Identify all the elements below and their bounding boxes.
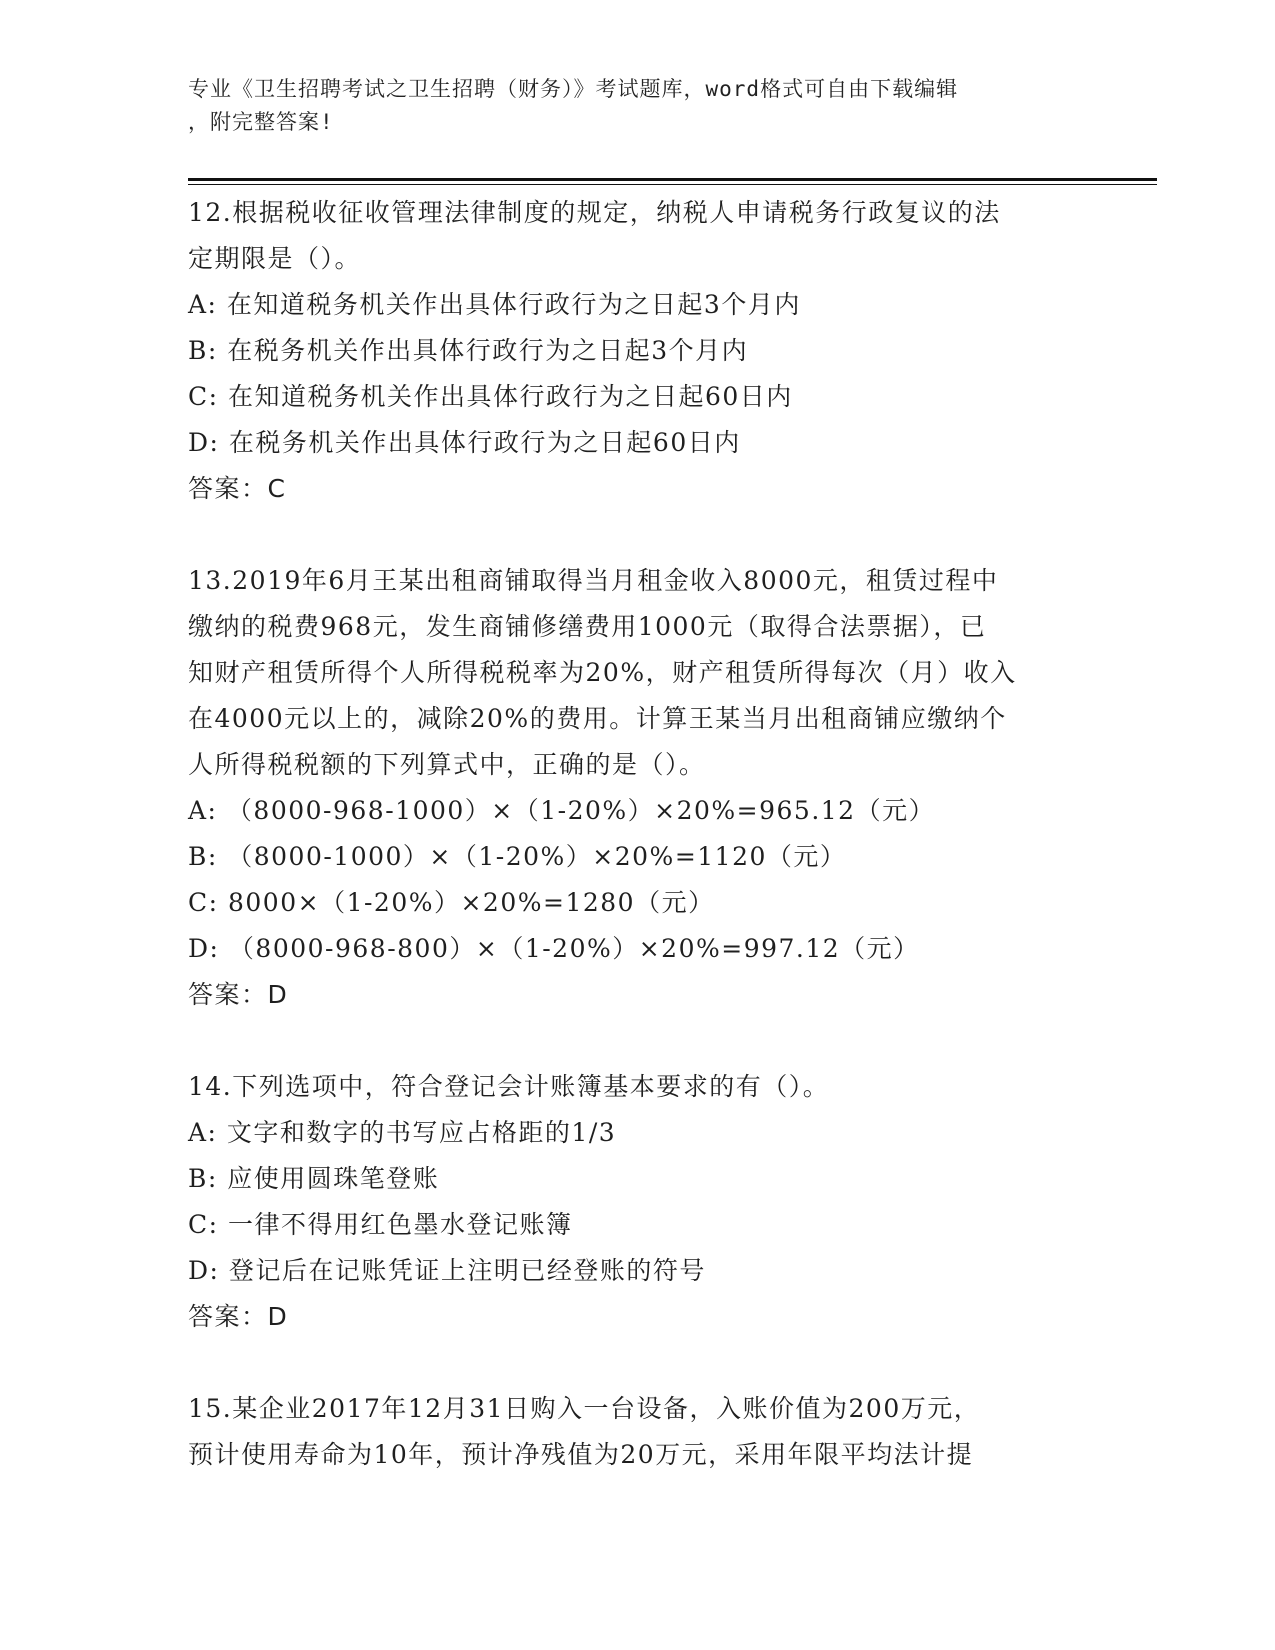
question-stem-line: 14.下列选项中，符合登记会计账簿基本要求的有（）。 <box>188 1072 830 1101</box>
question-stem-line: 知财产租赁所得个人所得税税率为20%，财产租赁所得每次（月）收入 <box>188 658 1017 687</box>
question-15 <box>188 1386 1108 1478</box>
option-c: C: 一律不得用红色墨水登记账簿 <box>188 1210 573 1239</box>
header-line-1: 专业《卫生招聘考试之卫生招聘（财务）》考试题库，word格式可自由下载编辑 <box>188 77 959 101</box>
option-d: D: 登记后在记账凭证上注明已经登账的符号 <box>188 1256 706 1285</box>
document-header <box>188 73 1068 139</box>
option-d: D: 在税务机关作出具体行政行为之日起60日内 <box>188 428 741 457</box>
option-c: C: 8000×（1-20%）×20%=1280（元） <box>188 888 715 917</box>
question-stem-line: 15.某企业2017年12月31日购入一台设备，入账价值为200万元， <box>188 1394 981 1423</box>
option-c: C: 在知道税务机关作出具体行政行为之日起60日内 <box>188 382 793 411</box>
question-list <box>188 190 1108 1478</box>
header-line-2: ，附完整答案! <box>188 110 334 134</box>
question-13 <box>188 558 1108 1018</box>
option-b: B: （8000-1000）×（1-20%）×20%=1120（元） <box>188 842 847 871</box>
option-a: A: 文字和数字的书写应占格距的1/3 <box>188 1118 617 1147</box>
option-b: B: 在税务机关作出具体行政行为之日起3个月内 <box>188 336 749 365</box>
question-stem-line: 定期限是（）。 <box>188 244 362 273</box>
header-divider-thin <box>188 184 1157 185</box>
question-stem-line: 在4000元以上的，减除20%的费用。计算王某当月出租商铺应缴纳个 <box>188 704 1007 733</box>
question-stem-line: 12.根据税收征收管理法律制度的规定，纳税人申请税务行政复议的法 <box>188 198 1001 227</box>
question-stem-line: 缴纳的税费968元，发生商铺修缮费用1000元（取得合法票据），已 <box>188 612 987 641</box>
answer: 答案：D <box>188 1302 289 1331</box>
question-stem-line: 13.2019年6月王某出租商铺取得当月租金收入8000元，租赁过程中 <box>188 566 999 595</box>
question-stem-line: 人所得税税额的下列算式中，正确的是（）。 <box>188 750 706 779</box>
option-a: A: 在知道税务机关作出具体行政行为之日起3个月内 <box>188 290 801 319</box>
question-stem-line: 预计使用寿命为10年，预计净残值为20万元，采用年限平均法计提 <box>188 1440 974 1469</box>
option-d: D: （8000-968-800）×（1-20%）×20%=997.12（元） <box>188 934 920 963</box>
option-a: A: （8000-968-1000）×（1-20%）×20%=965.12（元） <box>188 796 936 825</box>
question-14 <box>188 1064 1108 1340</box>
answer: 答案：C <box>188 474 287 503</box>
question-12 <box>188 190 1108 512</box>
header-divider-thick <box>188 178 1157 181</box>
option-b: B: 应使用圆珠笔登账 <box>188 1164 440 1193</box>
answer: 答案：D <box>188 980 289 1009</box>
